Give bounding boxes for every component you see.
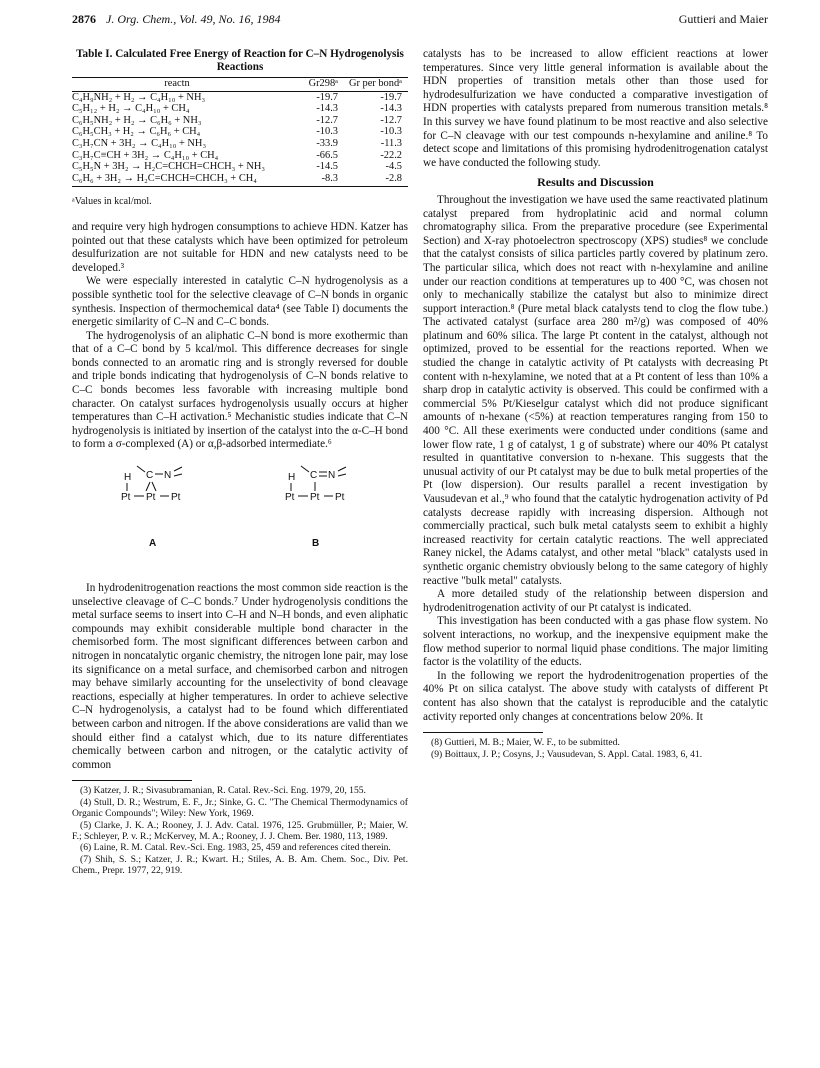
right-footnotes xyxy=(423,737,768,760)
table-row xyxy=(72,115,408,127)
svg-text:N: N xyxy=(328,470,336,482)
cell-reaction: C₄H₉NH₂ + H₂ → C₄H₁₀ + NH₃ xyxy=(72,91,206,103)
cell-reaction: C₅H₁₂ + H₂ → C₄H₁₀ + CH₄ xyxy=(72,103,190,115)
svg-text:H: H xyxy=(288,472,296,484)
page-number: 2876 xyxy=(72,12,96,26)
structure-a xyxy=(121,466,182,503)
svg-text:Pt: Pt xyxy=(335,492,345,504)
cell-reaction: C₃H₇C≡CH + 3H₂ → C₄H₁₀ + CH₄ xyxy=(72,149,219,161)
cell-gr: -14.3 xyxy=(316,103,338,115)
footnote-6: (6) Laine, R. M. Catal. Rev.-Sci. Eng. 1983, 25, 459 and references cited therein. xyxy=(80,842,391,854)
cell-reaction: C₅H₅N + 3H₂ → H₂C=CHCH=CHCH₃ + NH₃ xyxy=(72,161,265,173)
right-paragraph-1: catalysts has to be increased to allow efficient reactions at lower temperatures. Since very little general information is available about the HDN properties of transition metals other than those used for hydrodesulfurization we have conducted a comparative investigation of HDN properties with catalysts prepared from numerous transition metals.⁸ In this survey we have found platinum to be most reactive and also selective for C–N cleavage with our test compounds n-hexylamine and aniline.⁸ To detect scope and limitations of this promising hydrodenitrogenation catalyst we have conducted the following study. xyxy=(423,48,768,169)
cell-reaction: C₆H₆ + 3H₂ → H₂C=CHCH=CHCH₃ + CH₄ xyxy=(72,173,282,187)
energy-table xyxy=(72,77,408,187)
cell-grbond: -14.3 xyxy=(380,103,402,115)
svg-text:Pt: Pt xyxy=(121,492,131,504)
left-footnotes xyxy=(72,785,408,876)
table-row xyxy=(72,173,408,187)
svg-text:H: H xyxy=(124,472,132,484)
footnote-5: (5) Clarke, J. K. A.; Rooney, J. J. Adv. Catal. 1976, 125. Grubmüller, P.; Maier, W. F.; Schleyer, P. v. R.; McKervey, M. A.; Rooney, J. J. Chem. Ber. 1980, 113, 1989. xyxy=(72,819,408,842)
section-heading: Results and Discussion xyxy=(537,175,654,190)
cell-grbond: -2.8 xyxy=(344,173,408,187)
running-head-authors: Guttieri and Maier xyxy=(678,12,768,26)
left-paragraph-3: The hydrogenolysis of an aliphatic C–N bond is more exothermic than that of a C–C bond by 5 kcal/mol. This difference decreases for single bonds connected to an aromatic ring and is strongly reversed for double and triple bonds indicating that hydrogenolysis of C–N bonds relative to C–C bonds becomes less favorable with increasing multiple bond character. On catalyst surfaces hydrogenolysis usually occurs at higher temperatures than C–H activation.⁵ Mechanistic studies indicate that C–N hydrogenolysis is initiated by insertion of the catalyst into the α-C–H bond to form a σ-complexed (A) or α,β-adsorbed intermediate.⁶ xyxy=(72,329,408,451)
structure-b xyxy=(285,466,346,503)
cell-gr: -14.5 xyxy=(316,161,338,173)
cell-reaction: C₃H₇CN + 3H₂ → C₄H₁₀ + NH₃ xyxy=(72,137,207,149)
cell-reaction: C₆H₅CH₃ + H₂ → C₆H₆ + CH₄ xyxy=(72,126,201,138)
table-row xyxy=(72,161,408,173)
footnote-3: (3) Katzer, J. R.; Sivasubramanian, R. Catal. Rev.-Sci. Eng. 1979, 20, 155. xyxy=(80,785,366,797)
col-header-gr: Gr298ᵃ xyxy=(282,78,344,91)
footnote-7: (7) Shih, S. S.; Katzer, J. R.; Kwart. H.; Stiles, A. B. Am. Chem. Soc., Div. Pet. Chem., Prepr. 1977, 22, 919. xyxy=(72,853,408,877)
cell-gr: -19.7 xyxy=(316,91,338,103)
svg-text:N: N xyxy=(164,470,172,482)
cell-grbond: -4.5 xyxy=(385,161,402,173)
svg-text:Pt: Pt xyxy=(171,492,181,504)
cell-grbond: -11.3 xyxy=(380,137,402,149)
page-header xyxy=(72,12,768,30)
left-paragraph-1: and require very high hydrogen consumptions to achieve HDN. Katzer has pointed out that these catalysts which have been optimized for petroleum desulfurization are not suitable for HDN and new catalysts need to be developed.³ xyxy=(72,220,408,274)
footnote-8: (8) Guttieri, M. B.; Maier, W. F., to be submitted. xyxy=(431,737,620,749)
table-body xyxy=(72,91,408,187)
cell-gr: -66.5 xyxy=(316,149,338,161)
right-paragraph-3: A more detailed study of the relationship between dispersion and hydrodenitrogenation activity of our Pt catalyst is indicated. xyxy=(423,588,768,614)
footnote-rule-left xyxy=(72,780,192,781)
table-row xyxy=(72,91,408,103)
label-b: B xyxy=(312,538,320,550)
cell-grbond: -19.7 xyxy=(380,91,402,103)
right-paragraph-2: Throughout the investigation we have used the same reactivated platinum catalyst prepared from hydroplatinic acid and normal column chromatography silica. From the preparative procedure (see Experimental Section) and X-ray photoelectron spectroscopy (XPS) studies⁸ we conclude that the catalyst consists of silica particles partly covered by platinum zero. The particular silica, which does not react with n-hexylamine and aniline under our reaction conditions at temperatures up to 400 °C, was chosen not only to mechanically stabilize the catalyst but also to minimize direct support interaction.⁸ (Pure metal black catalysts tend to clog the flow tube.) The activated catalyst (surface area 280 m²/g) was composed of 40% platinum and 60% silica. The large Pt content in the catalyst, although not optimized, proved to be essential for the reactions reported. When we studied the change in catalytic activity of Pt catalysts with decreasing Pt content with n-hexylamine, we noted that at a Pt content of less than 10% a sharp drop in catalytic activity is observed. This could be confirmed with a commercial 5% Pt/Kieselgur catalyst which did not produce significant amounts of n-hexane (<5%) at reaction temperatures ranging from 150 to 400 °C. All these exeriments were conducted under conditions (same and lower flow rate, 1 g of catalyst, 1 g of substrate) where our 40% Pt catalyst resulted in quantitative conversion to n-hexane. This suggests that the unusual activity of our Pt catalyst may be due to bulk metal properties of the Pt (low dispersion). Our results parallel a recent investigation by Vausudevan et al.,⁹ who found that the catalytic hydrogenation activity of Pd catalysts decrease rapidly with increasing dispersion. Although not commercially practical, such bulk metal catalysts seem to exhibit a highly increased reactivity for certain catalytic reactions. The well appreciated Raney nickel, the Adams catalyst, and other metal "black" catalysts used in synthetic organic chemistry obviously belong to the same category of highly reactive "bulk metal" catalysts. xyxy=(423,193,768,587)
svg-text:Pt: Pt xyxy=(310,492,320,504)
footnote-9: (9) Boittaux, J. P.; Cosyns, J.; Vausudevan, S. Appl. Catal. 1983, 6, 41. xyxy=(431,748,703,760)
right-paragraph-5: In the following we report the hydrodenitrogenation properties of the 40% Pt on silica catalyst. The above study with catalysts of different Pt content has also shown that the catalyst is reproducible and the catalytic activity reported only changes at concentrations below 20%. It xyxy=(423,669,768,723)
cell-gr: -12.7 xyxy=(316,114,338,126)
footnote-rule-right xyxy=(423,732,543,733)
table-caption: Table I. Calculated Free Energy of Reaction for C–N Hydrogenolysis Reactions xyxy=(76,48,404,73)
svg-text:Pt: Pt xyxy=(285,492,295,504)
left-paragraph-4: In hydrodenitrogenation reactions the most common side reaction is the unselective cleavage of C–C bonds.⁷ Under hydrogenolysis conditions the metal surface seems to insert into C–H and N–H bonds, and even aliphatic compounds may exhibit considerable multiple bond character in the chemisorbed form. The most significant differences between carbon and nitrogen in noncatalytic organic chemistry, the nitrogen lone pair, may lose its significance on a metal surface, and chemisorbed carbon and nitrogen may behave similarly accounting for the unselectivity of bond cleavage reactions, especially at higher temperatures. In order to achieve selective C–N hydrogenolysis, a catalyst had to be found which differentiated between carbon and nitrogen. If the above considerations are valid than we should either find a catalyst which, due to its nature differentiates chemically between carbon and nitrogen, or the catalytic activity of common xyxy=(72,582,408,771)
table-row xyxy=(72,138,408,150)
cell-gr: -8.3 xyxy=(282,173,344,187)
svg-text:C: C xyxy=(310,470,318,482)
table-row xyxy=(72,103,408,115)
cell-gr: -33.9 xyxy=(316,137,338,149)
table-footnote: ᵃValues in kcal/mol. xyxy=(72,196,152,208)
col-header-reactn: reactn xyxy=(72,78,282,91)
left-column xyxy=(72,48,408,877)
label-a: A xyxy=(149,538,157,550)
cell-grbond: -10.3 xyxy=(380,126,402,138)
svg-text:Pt: Pt xyxy=(146,492,156,504)
svg-text:C: C xyxy=(146,470,154,482)
intermediates-structures xyxy=(72,458,408,576)
cell-gr: -10.3 xyxy=(316,126,338,138)
journal-citation: J. Org. Chem., Vol. 49, No. 16, 1984 xyxy=(106,12,281,26)
table-row xyxy=(72,126,408,138)
cell-grbond: -12.7 xyxy=(380,114,402,126)
col-header-gr-per-bond: Gr per bondᵃ xyxy=(344,78,408,91)
right-column xyxy=(423,48,768,760)
left-paragraph-2: We were especially interested in catalytic C–N hydrogenolysis as a possible synthetic tool for the selective cleavage of C–N bonds in organic synthesis. Inspection of thermochemical data⁴ (see Table I) documents the energetic similarity of C–N and C–C bonds. xyxy=(72,275,408,329)
cell-reaction: C₆H₅NH₂ + H₂ → C₆H₆ + NH₃ xyxy=(72,114,202,126)
footnote-4: (4) Stull, D. R.; Westrum, E. F., Jr.; Sinke, G. C. "The Chemical Thermodynamics of Organic Compounds"; Wiley: New York, 1969. xyxy=(72,796,408,820)
intermediates-figure xyxy=(72,458,408,576)
right-paragraph-4: This investigation has been conducted with a gas phase flow system. No solvent interactions, no workup, and the inexpensive equipment make the flow method superior to normal liquid phase conditions. The major limiting factor is the volatility of the educts. xyxy=(423,615,768,669)
table-row xyxy=(72,150,408,162)
cell-grbond: -22.2 xyxy=(380,149,402,161)
